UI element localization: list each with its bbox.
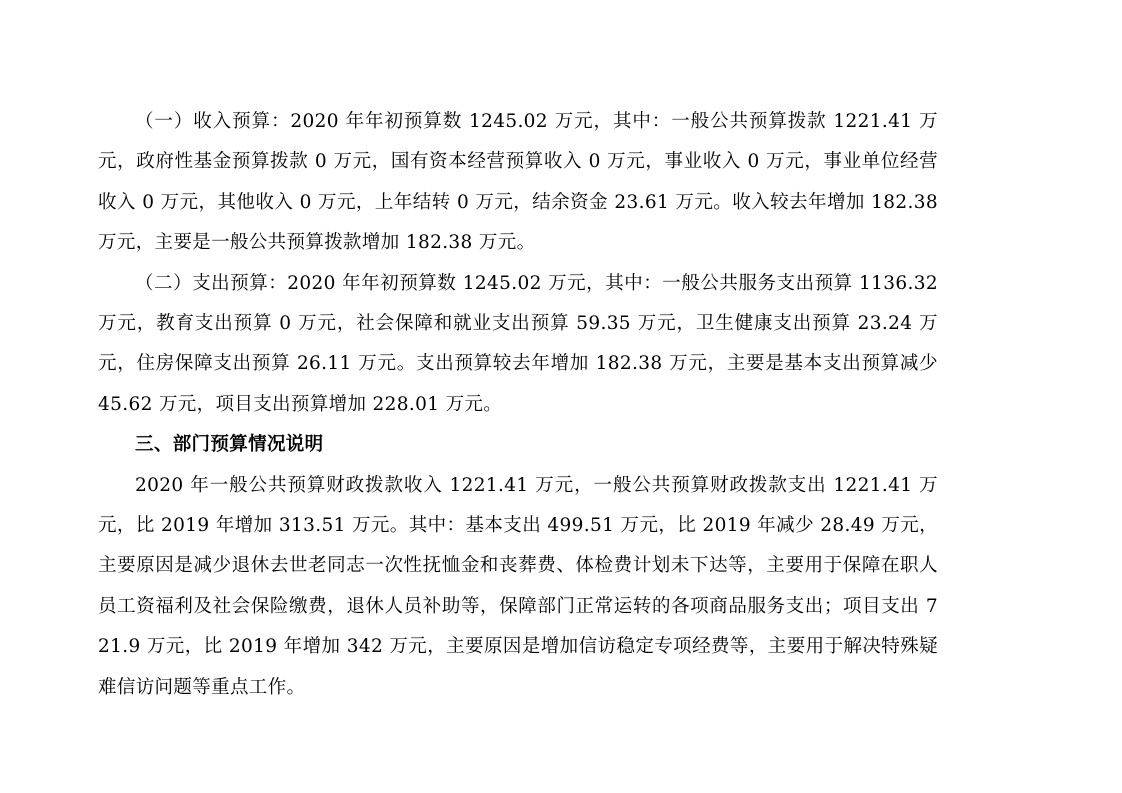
paragraph-expenditure-budget: （二）支出预算：2020 年年初预算数 1245.02 万元，其中：一般公共服务支出预算 1136.32 万元，教育支出预算 0 万元，社会保障和就业支出预算 59.35 万元，卫生健康支出预算 23.24 万元，住房保障支出预算 26.11 万元。支出预算较去年增加 182.38 万元，主要是基本支出预算减少 45.62 万元，项目支出预算增加 228.01 万元。 [98,272,938,415]
document-body [98,102,938,708]
section-heading: 三、部门预算情况说明 [135,434,324,456]
paragraph-department-budget: 2020 年一般公共预算财政拨款收入 1221.41 万元，一般公共预算财政拨款支出 1221.41 万元，比 2019 年增加 313.51 万元。其中：基本支出 499.51 万元，比 2019 年减少 28.49 万元，主要原因是减少退休去世老同志一次性抚恤金和丧葬费、体检费计划未下达等，主要用于保障在职人员工资福利及社会保险缴费，退休人员补助等，保障部门正常运转的各项商品服务支出；项目支出 721.9 万元，比 2019 年增加 342 万元，主要原因是增加信访稳定专项经费等，主要用于解决特殊疑难信访问题等重点工作。 [98,474,938,698]
paragraph-income-budget: （一）收入预算：2020 年年初预算数 1245.02 万元，其中：一般公共预算拨款 1221.41 万元，政府性基金预算拨款 0 万元，国有资本经营预算收入 0 万元，事业收入 0 万元，事业单位经营收入 0 万元，其他收入 0 万元，上年结转 0 万元，结余资金 23.61 万元。收入较去年增加 182.38 万元，主要是一般公共预算拨款增加 182.38 万元。 [98,111,938,254]
